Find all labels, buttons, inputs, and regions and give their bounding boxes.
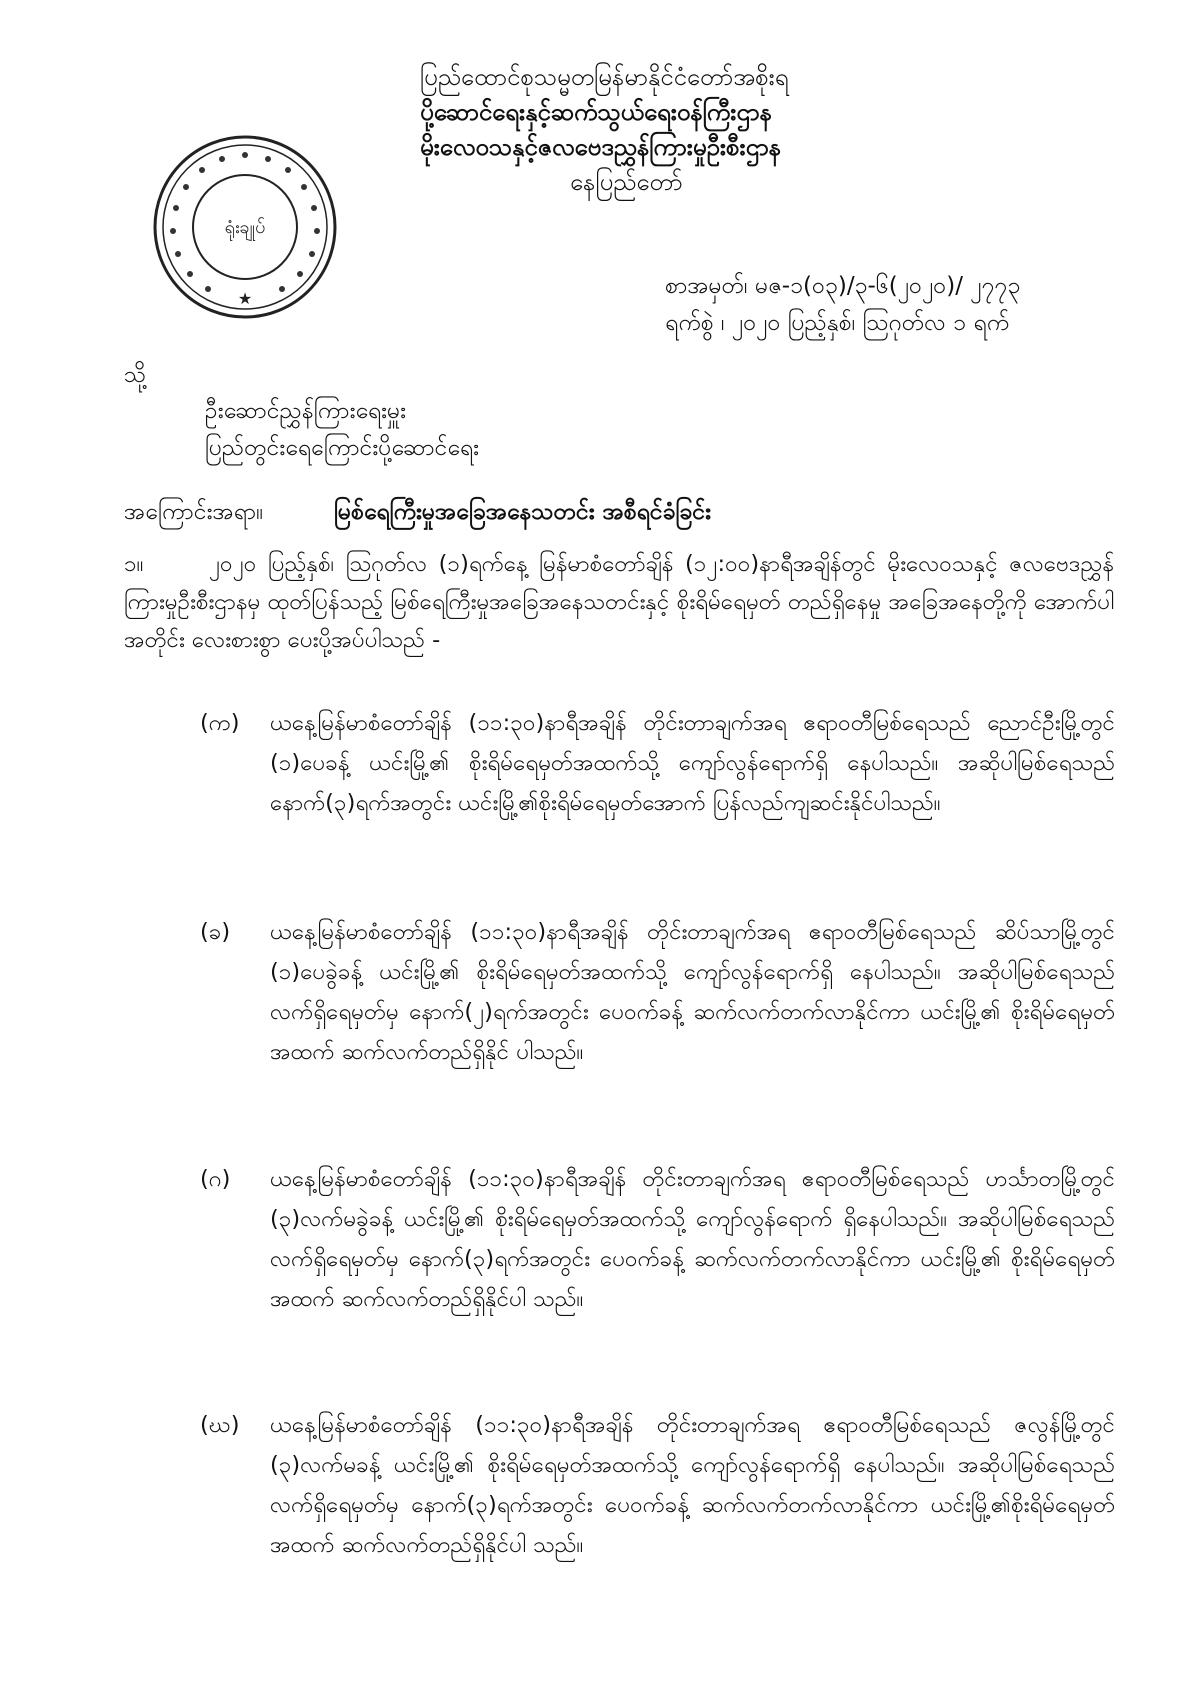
item-label: (ခ) bbox=[200, 919, 231, 945]
item-text: ယနေ့မြန်မာစံတော်ချိန် (၁၁:၃၀)နာရီအချိန် တိုင်းတာချက်အရ ဧရာဝတီမြစ်ရေသည် ဇလွန်မြို့တွင် (၃)လက်မခန့် ယင်းမြို့၏ စိုးရိမ်ရေမှတ်အထက်သို့ ကျော်လွန်ရောက်ရှိ နေပါသည်။ အဆိုပါမြစ်ရေသည် လက်ရှိရေမှတ်မှ နောက်(၃)ရက်အတွင်း ပေဝက်ခန့် ဆက်လက်တက်လာနိုင်ကာ ယင်းမြို့၏စိုးရိမ်ရေမှတ်အထက် ဆက်လက်တည်ရှိနိုင်ပါ သည်။ bbox=[270, 1412, 1115, 1558]
report-item bbox=[200, 703, 1115, 823]
recipient-organization: ပြည်တွင်းရေကြောင်းပို့ဆောင်ရေး bbox=[205, 435, 479, 461]
subject-label: အကြောင်းအရာ။ bbox=[124, 499, 264, 525]
recipient-title: ဦးဆောင်ညွှန်ကြားရေးမှူး bbox=[205, 398, 406, 424]
svg-text:★: ★ bbox=[237, 289, 253, 308]
item-text: ယနေ့မြန်မာစံတော်ချိန် (၁၁:၃၀)နာရီအချိန် တိုင်းတာချက်အရ ဧရာဝတီမြစ်ရေသည် ဟင်္သာတမြို့တွင် (၃)လက်မခွဲခန့် ယင်းမြို့၏ စိုးရိမ်ရေမှတ်အထက်သို့ ကျော်လွန်ရောက် ရှိနေပါသည်။ အဆိုပါမြစ်ရေသည် လက်ရှိရေမှတ်မှ နောက်(၃)ရက်အတွင်း ပေဝက်ခန့် ဆက်လက်တက်လာနိုင်ကာ ယင်းမြို့၏ စိုးရိမ်ရေမှတ်အထက် ဆက်လက်တည်ရှိနိုင်ပါ သည်။ bbox=[270, 1166, 1115, 1312]
paragraph-number: ၁။ bbox=[124, 551, 144, 577]
to-label: သို့ bbox=[124, 362, 147, 388]
seal-center-text: ရုံးချုပ် bbox=[224, 217, 266, 238]
report-item bbox=[200, 1159, 1115, 1319]
item-label: (ဂ) bbox=[200, 1166, 231, 1192]
letterhead-department: မိုးလေဝသနှင့်ဇလဗေဒညွှန်ကြားမှုဦးစီးဌာန bbox=[420, 133, 782, 161]
subject-text: မြစ်ရေကြီးမှုအခြေအနေသတင်း အစီရင်ခံခြင်း bbox=[334, 499, 711, 525]
intro-paragraph bbox=[124, 545, 1114, 659]
intro-text: ၂၀၂၀ ပြည့်နှစ်၊ ဩဂုတ်လ (၁)ရက်နေ့ မြန်မာစံတော်ချိန် (၁၂:၀၀)နာရီအချိန်တွင် မိုးလေဝသနှင့် ဇလဗေဒညွှန်ကြားမှုဦးစီးဌာနမှ ထုတ်ပြန်သည့် မြစ်ရေကြီးမှုအခြေအနေသတင်းနှင့် စိုးရိမ်ရေမှတ် တည်ရှိနေမှု အခြေအနေတို့ကို အောက်ပါအတိုင်း လေးစားစွာ ပေးပို့အပ်ပါသည် - bbox=[124, 551, 1114, 653]
item-text: ယနေ့မြန်မာစံတော်ချိန် (၁၁:၃၀)နာရီအချိန် တိုင်းတာချက်အရ ဧရာဝတီမြစ်ရေသည် ညောင်ဦးမြို့တွင် (၁)ပေခန့် ယင်းမြို့၏ စိုးရိမ်ရေမှတ်အထက်သို့ ကျော်လွန်ရောက်ရှိ နေပါသည်။ အဆိုပါမြစ်ရေသည် နောက်(၃)ရက်အတွင်း ယင်းမြို့၏စိုးရိမ်ရေမှတ်အောက် ပြန်လည်ကျဆင်းနိုင်ပါသည်။ bbox=[270, 710, 1115, 816]
letterhead-ministry: ပို့ဆောင်ရေးနှင့်ဆက်သွယ်ရေးဝန်ကြီးဌာန bbox=[420, 98, 772, 126]
official-seal-stamp bbox=[150, 132, 340, 322]
reference-block bbox=[665, 268, 1020, 342]
letterhead-government: ပြည်ထောင်စုသမ္မတမြန်မာနိုင်ငံတော်အစိုးရ bbox=[420, 63, 789, 91]
letter-date: ရက်စွဲ ၊ ၂၀၂၀ ပြည့်နှစ်၊ ဩဂုတ်လ ၁ ရက် bbox=[665, 310, 1010, 336]
letter-number: စာအမှတ်၊ မဇ-၁(၀၃)/၃-၆(၂၀၂၀)/ ၂၇၇၃ bbox=[665, 273, 1021, 299]
report-item bbox=[200, 1405, 1115, 1565]
item-label: (ဃ) bbox=[200, 1412, 240, 1438]
letterhead-city: နေပြည်တော် bbox=[570, 168, 683, 196]
report-item bbox=[200, 912, 1115, 1072]
subject-line bbox=[124, 497, 711, 531]
recipient-block bbox=[205, 393, 479, 467]
item-label: (က) bbox=[200, 710, 240, 736]
letterhead bbox=[420, 60, 840, 200]
item-text: ယနေ့မြန်မာစံတော်ချိန် (၁၁:၃၀)နာရီအချိန် တိုင်းတာချက်အရ ဧရာဝတီမြစ်ရေသည် ဆိပ်သာမြို့တွင် (၁)ပေခွဲခန့် ယင်းမြို့၏ စိုးရိမ်ရေမှတ်အထက်သို့ ကျော်လွန်ရောက်ရှိ နေပါသည်။ အဆိုပါမြစ်ရေသည် လက်ရှိရေမှတ်မှ နောက်(၂)ရက်အတွင်း ပေဝက်ခန့် ဆက်လက်တက်လာနိုင်ကာ ယင်းမြို့၏ စိုးရိမ်ရေမှတ်အထက် ဆက်လက်တည်ရှိနိုင် ပါသည်။ bbox=[270, 919, 1115, 1065]
